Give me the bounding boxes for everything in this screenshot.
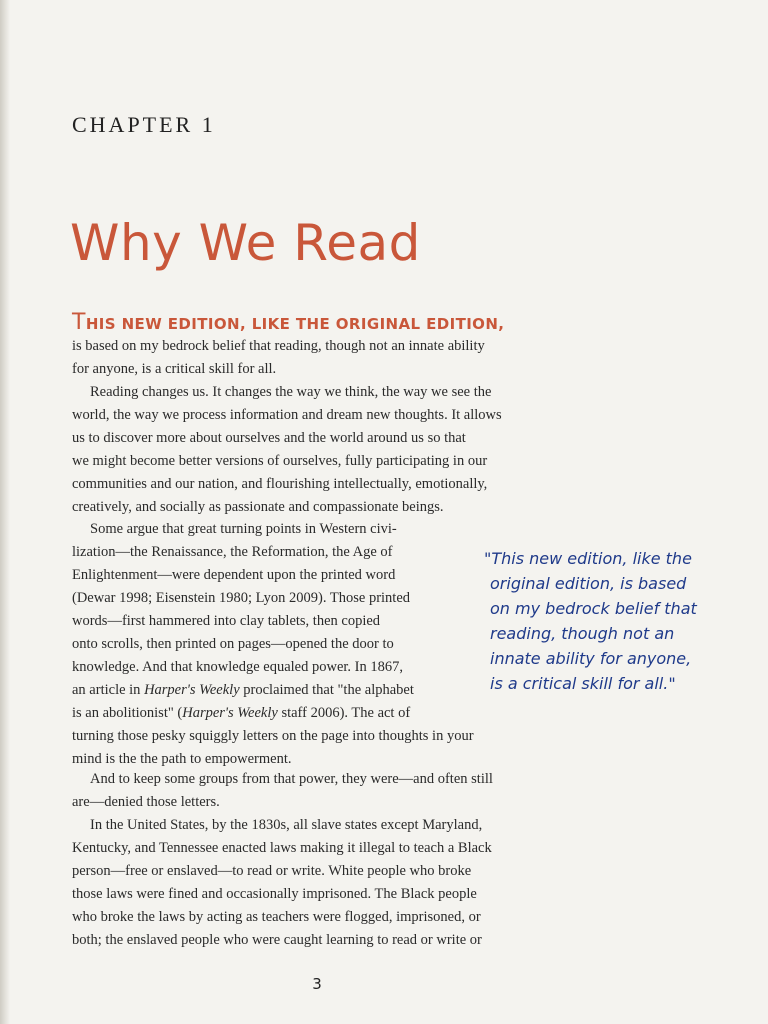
text-line: creatively, and socially as passionate and compassionate beings.	[72, 499, 444, 515]
lead-in-small-caps	[72, 310, 504, 335]
lead-in-rest: HIS NEW EDITION, LIKE THE ORIGINAL EDITION,	[85, 315, 505, 333]
pull-quote	[484, 546, 724, 696]
chapter-label: CHAPTER 1	[72, 112, 216, 137]
text-line: communities and our nation, and flourishing intellectually, emotionally,	[72, 476, 488, 492]
pull-quote-line: original edition, is based	[490, 574, 687, 593]
pull-quote-line: is a critical skill for all."	[490, 674, 676, 693]
text-line-content: Reading changes us. It changes the way we think, the way we see the	[90, 384, 492, 400]
text-line: is based on my bedrock belief that reading, though not an innate ability	[72, 338, 485, 354]
text-line: turning those pesky squiggly letters on the page into thoughts in your	[72, 728, 474, 744]
text-line	[72, 768, 493, 791]
paragraph-1	[72, 335, 485, 381]
journal-title: Harper's Weekly	[144, 682, 240, 698]
text-line	[72, 518, 474, 541]
pull-quote-line: "This new edition, like the	[484, 549, 692, 568]
text-line: lization—the Renaissance, the Reformation, the Age of	[72, 544, 393, 560]
text-line: those laws were fined and occasionally imprisoned. The Black people	[72, 886, 477, 902]
text-line: are—denied those letters.	[72, 794, 220, 810]
lead-in-first-letter: T	[72, 310, 86, 335]
text-line: who broke the laws by acting as teachers were flogged, imprisoned, or	[72, 909, 481, 925]
text-line: is an abolitionist" (Harper's Weekly staff 2006). The act of	[72, 705, 411, 721]
text-line: words—first hammered into clay tablets, then copied	[72, 613, 381, 629]
text-line: mind is the the path to empowerment.	[72, 751, 292, 767]
text-line-content: Some argue that great turning points in Western civi-	[90, 521, 397, 537]
text-line-content: And to keep some groups from that power, they were—and often still	[90, 771, 493, 787]
paragraph-4	[72, 768, 493, 814]
text-line: both; the enslaved people who were caught learning to read or write or	[72, 932, 482, 948]
text-line: person—free or enslaved—to read or write. White people who broke	[72, 863, 472, 879]
text-line: for anyone, is a critical skill for all.	[72, 361, 277, 377]
text-line	[72, 814, 492, 837]
page-number: 3	[312, 975, 322, 993]
text-line: an article in Harper's Weekly proclaimed that "the alphabet	[72, 682, 414, 698]
text-line: we might become better versions of ourselves, fully participating in our	[72, 453, 488, 469]
pull-quote-line: on my bedrock belief that	[490, 599, 697, 618]
chapter-title: Why We Read	[70, 214, 421, 272]
journal-title: Harper's Weekly	[182, 705, 278, 721]
text-line: onto scrolls, then printed on pages—opened the door to	[72, 636, 394, 652]
pull-quote-line: reading, though not an	[490, 624, 675, 643]
text-line: world, the way we process information and dream new thoughts. It allows	[72, 407, 502, 423]
pull-quote-line: innate ability for anyone,	[490, 649, 692, 668]
text-line-content: In the United States, by the 1830s, all slave states except Maryland,	[90, 817, 483, 833]
paragraph-2	[72, 381, 502, 519]
text-line: knowledge. And that knowledge equaled power. In 1867,	[72, 659, 404, 675]
text-line: us to discover more about ourselves and the world around us so that	[72, 430, 466, 446]
text-line: (Dewar 1998; Eisenstein 1980; Lyon 2009). Those printed	[72, 590, 411, 606]
paragraph-5	[72, 814, 492, 952]
page-spine-shadow	[0, 0, 10, 1024]
text-line: Kentucky, and Tennessee enacted laws making it illegal to teach a Black	[72, 840, 492, 856]
text-line: Enlightenment—were dependent upon the printed word	[72, 567, 396, 583]
paragraph-3	[72, 518, 474, 771]
text-line	[72, 381, 502, 404]
